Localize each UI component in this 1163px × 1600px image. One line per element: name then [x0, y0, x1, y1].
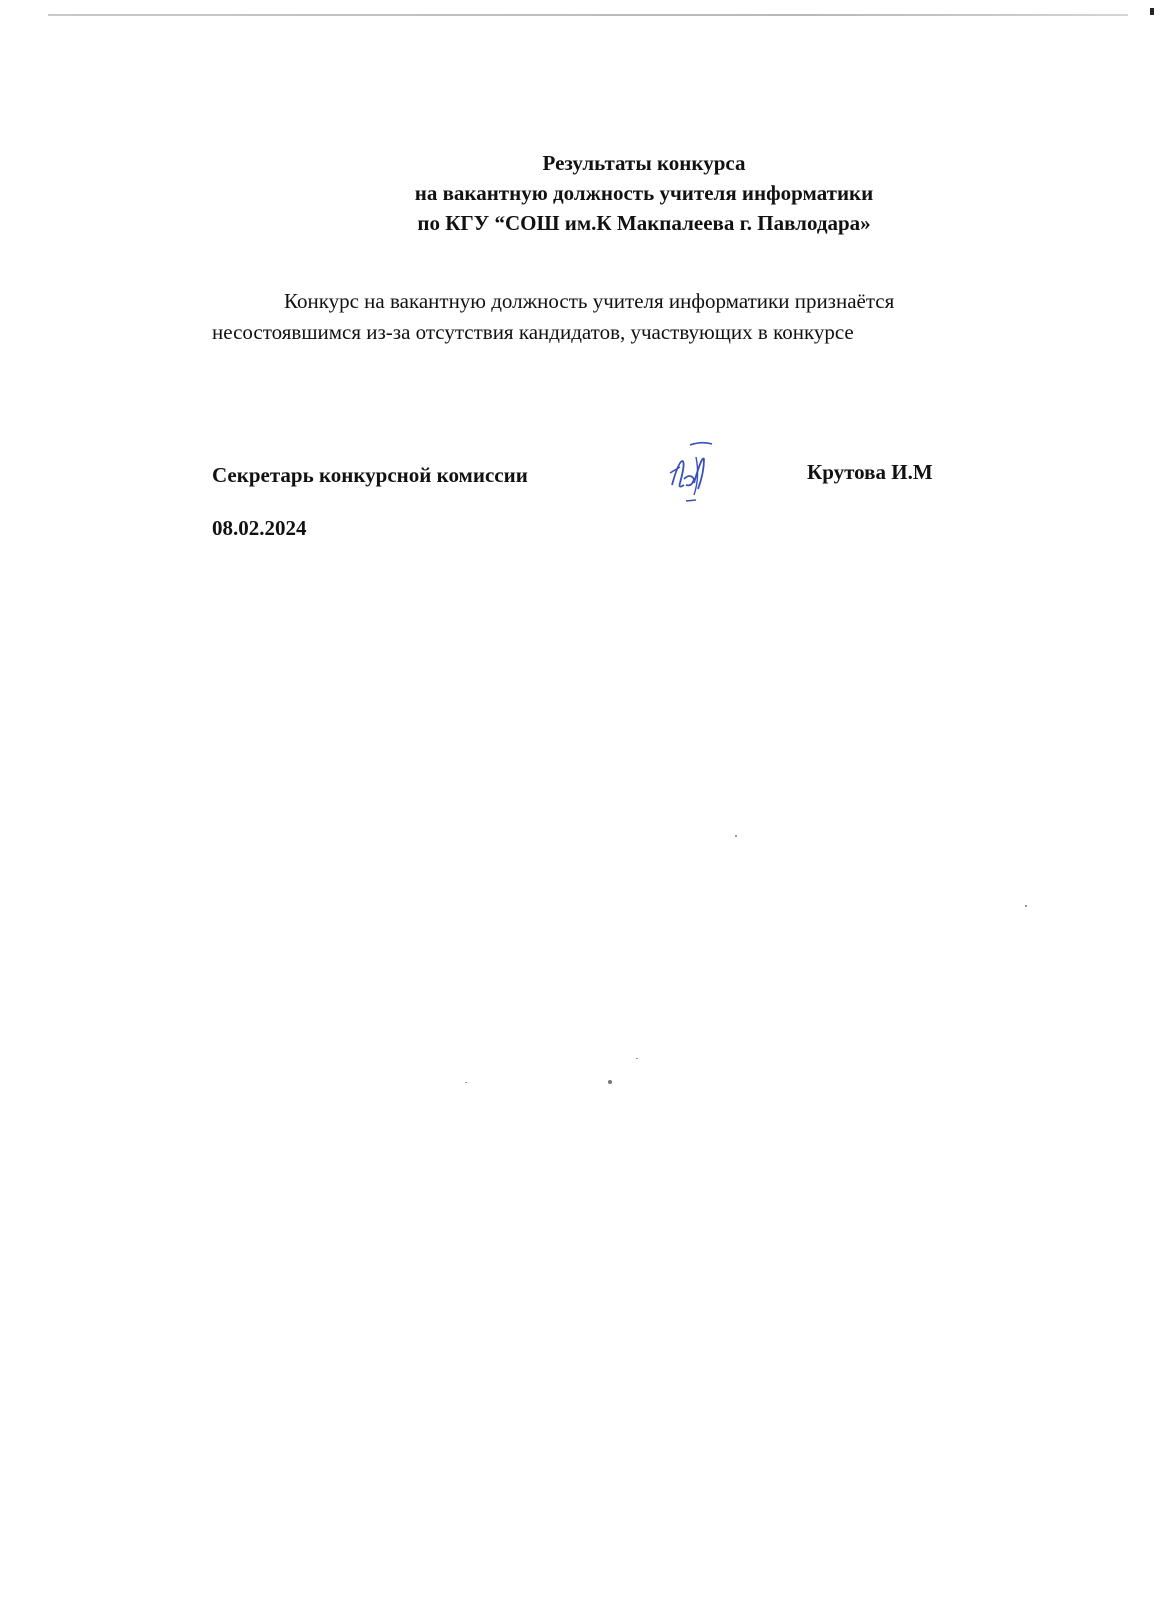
- scan-top-edge: [48, 14, 1128, 16]
- title-line: на вакантную должность учителя информатики: [414, 181, 874, 205]
- signatory-role: Секретарь конкурсной комиссии: [212, 463, 528, 487]
- document-title: [0, 148, 1163, 238]
- signatory-name: Крутова И.М: [807, 460, 933, 484]
- document-date: 08.02.2024: [212, 516, 307, 540]
- body-line: Конкурс на вакантную должность учителя информатики признаётся: [284, 289, 895, 313]
- scan-speck: [1025, 905, 1027, 907]
- scan-speck: [608, 1080, 612, 1084]
- title-line: по КГУ “СОШ им.К Макпалеева г. Павлодара»: [417, 211, 871, 235]
- scan-speck: [636, 1058, 638, 1059]
- scan-speck: [465, 1082, 467, 1083]
- handwritten-signature: [660, 437, 720, 509]
- body-line: несостоявшимся из-за отсутствия кандидатов, участвующих в конкурсе: [212, 320, 854, 344]
- scan-corner-mark: [1150, 8, 1154, 15]
- scan-speck: [735, 835, 737, 837]
- title-line: Результаты конкурса: [542, 151, 746, 175]
- document-body: [212, 286, 1072, 348]
